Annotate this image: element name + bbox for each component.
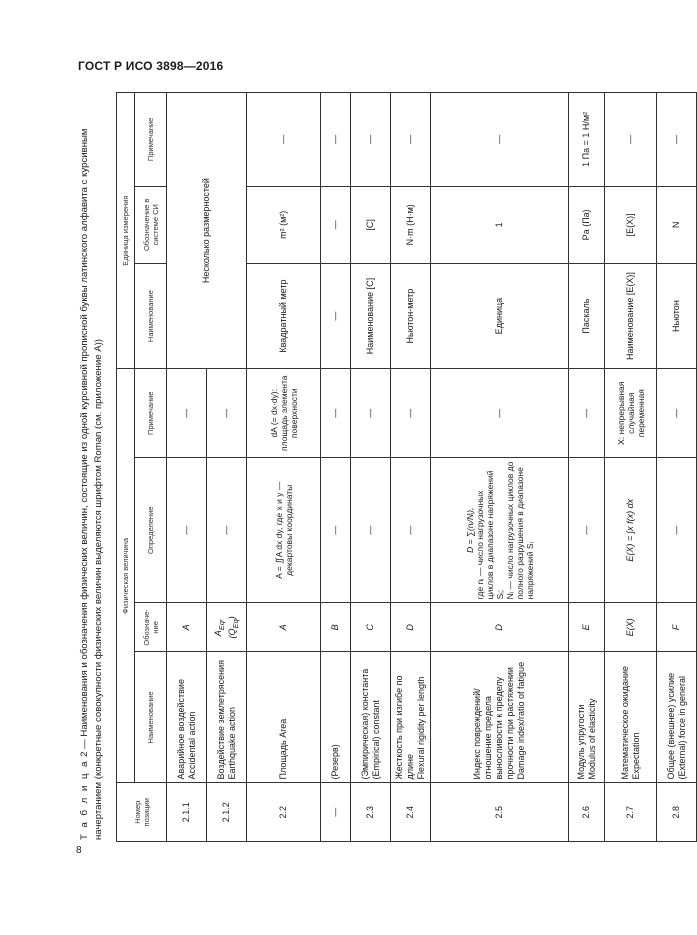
header-row-1 xyxy=(117,93,135,842)
cell-position: 2.1.1 xyxy=(167,783,207,842)
cell-definition: — xyxy=(569,458,605,603)
cell-position: 2.3 xyxy=(351,783,391,842)
cell-unit-note: — xyxy=(391,93,431,187)
cell-note: — xyxy=(569,369,605,458)
cell-name: Индекс повреждений/отношение предела выносливости к пределу прочности при растяжении Damage index/ratio of fatigue xyxy=(431,652,569,783)
cell-symbol: E xyxy=(569,603,605,652)
cell-definition xyxy=(431,458,569,603)
cell-unit-symbol: [C] xyxy=(351,186,391,263)
cell-unit-symbol: N·m (Н·м) xyxy=(391,186,431,263)
cell-unit-symbol: m² (м²) xyxy=(247,186,321,263)
table-row xyxy=(351,93,391,842)
quantities-table xyxy=(116,92,697,842)
table-row xyxy=(569,93,605,842)
cell-note: — xyxy=(351,369,391,458)
cell-unit-note: 1 Па = 1 Н/м² xyxy=(569,93,605,187)
definition-N: Nᵢ — число нагрузочных циклов до полного разрушения в диапазоне напряжений Sᵢ xyxy=(504,461,535,600)
cell-symbol: D xyxy=(431,603,569,652)
cell-name: Площадь Area xyxy=(247,652,321,783)
table-caption xyxy=(78,92,116,842)
caption-number: 2 xyxy=(79,751,90,757)
cell-note: — xyxy=(167,369,207,458)
cell-unit-symbol: Pa (Па) xyxy=(569,186,605,263)
cell-unit-name: Паскаль xyxy=(569,263,605,368)
cell-position: 2.5 xyxy=(431,783,569,842)
cell-name: (Резерв) xyxy=(321,652,351,783)
cell-span-note: Несколько размерностей xyxy=(167,93,247,369)
cell-unit-name: Наименование [E(X)] xyxy=(605,263,657,368)
cell-symbol: A xyxy=(247,603,321,652)
cell-symbol: A xyxy=(167,603,207,652)
cell-symbol: F xyxy=(657,603,697,652)
table-row xyxy=(431,93,569,842)
cell-position: 2.2 xyxy=(247,783,321,842)
cell-name: Воздействие землетрясения Earthquake action xyxy=(207,652,247,783)
cell-unit-note: — xyxy=(321,93,351,187)
cell-symbol: B xyxy=(321,603,351,652)
cell-definition: — xyxy=(351,458,391,603)
cell-unit-symbol: — xyxy=(321,186,351,263)
table-row xyxy=(321,93,351,842)
cell-unit-note: — xyxy=(431,93,569,187)
cell-position: 2.6 xyxy=(569,783,605,842)
cell-unit-name: Квадратный метр xyxy=(247,263,321,368)
table-row xyxy=(391,93,431,842)
col-header-unit-name: Наименование xyxy=(135,263,167,368)
cell-unit-name: Наименование [C] xyxy=(351,263,391,368)
cell-position: 2.1.2 xyxy=(207,783,247,842)
cell-position: 2.8 xyxy=(657,783,697,842)
cell-note: X: непрерывная случайная переменная xyxy=(605,369,657,458)
cell-unit-note: — xyxy=(247,93,321,187)
cell-name: Аварийное воздействие Accidental action xyxy=(167,652,207,783)
cell-unit-symbol: N xyxy=(657,186,697,263)
col-header-unit: Единица измерения xyxy=(117,93,135,369)
col-header-pq-symbol: Обозначе-ние xyxy=(135,603,167,652)
col-header-physical-quantity: Физическая величина xyxy=(117,369,135,783)
cell-position: 2.4 xyxy=(391,783,431,842)
cell-note: — xyxy=(431,369,569,458)
table-row xyxy=(247,93,321,842)
cell-unit-name: Ньютон-метр xyxy=(391,263,431,368)
cell-unit-note: — xyxy=(351,93,391,187)
standard-header: ГОСТ Р ИСО 3898—2016 xyxy=(78,59,224,73)
cell-note: dA (= dx·dy): площадь элемента поверхности xyxy=(247,369,321,458)
cell-definition: E(X) = ∫x f(x) dx xyxy=(605,458,657,603)
col-header-unit-symbol: Обозначение в системе СИ xyxy=(135,186,167,263)
cell-unit-name: — xyxy=(321,263,351,368)
cell-definition: — xyxy=(167,458,207,603)
table-row xyxy=(657,93,697,842)
caption-text: — Наименования и обозначения физических величин, состоящие из одной курсивной прописной буквы латинского алфавита с курсивным начертанием (конкретные совокупности физических величин выделяются шрифтом Roman (см. приложение А)) xyxy=(79,128,104,840)
cell-definition: A = ∬A dx dy, где x и y — декартовы координаты xyxy=(247,458,321,603)
col-header-pq-name: Наименование xyxy=(135,652,167,783)
cell-symbol: C xyxy=(351,603,391,652)
cell-unit-name: Ньютон xyxy=(657,263,697,368)
cell-unit-note: — xyxy=(657,93,697,187)
cell-note: — xyxy=(657,369,697,458)
cell-note: — xyxy=(321,369,351,458)
caption-label: Т а б л и ц а xyxy=(79,759,90,840)
cell-name: Математическое ожидание Expectation xyxy=(605,652,657,783)
cell-unit-name: Единица xyxy=(431,263,569,368)
page-number: 8 xyxy=(76,845,82,856)
rotated-table-block xyxy=(78,92,687,842)
cell-symbol: D xyxy=(391,603,431,652)
table-row xyxy=(605,93,657,842)
cell-symbol: E(X) xyxy=(605,603,657,652)
damage-formula: D = ∑(nᵢ/Nᵢ), xyxy=(464,507,475,553)
cell-name: Жесткость при изгибе по длине Flexural rigidity per length xyxy=(391,652,431,783)
cell-unit-note: — xyxy=(605,93,657,187)
cell-unit-symbol: [E(X)] xyxy=(605,186,657,263)
cell-symbol: $A_{Eq}$, $(Q_{Eq})$ xyxy=(207,603,247,652)
definition-n: где nᵢ — число нагрузочных циклов в диапазоне напряжений Sᵢ; xyxy=(474,470,505,600)
cell-note: — xyxy=(207,369,247,458)
cell-name: Модуль упругости Modulus of elasticity xyxy=(569,652,605,783)
cell-position: 2.7 xyxy=(605,783,657,842)
col-header-pq-definition: Определение xyxy=(135,458,167,603)
col-header-position: Номер позиции xyxy=(117,783,167,842)
cell-name: Общее (внешнее) усилие (External) force in general xyxy=(657,652,697,783)
header-row-2 xyxy=(135,93,167,842)
cell-definition: — xyxy=(657,458,697,603)
cell-name: (Эмпирическая) константа (Empirical) constant xyxy=(351,652,391,783)
cell-definition: — xyxy=(207,458,247,603)
table-row xyxy=(167,93,207,842)
cell-note: — xyxy=(391,369,431,458)
cell-unit-symbol: 1 xyxy=(431,186,569,263)
col-header-pq-note: Примечание xyxy=(135,369,167,458)
cell-position: — xyxy=(321,783,351,842)
cell-definition: — xyxy=(391,458,431,603)
cell-definition: — xyxy=(321,458,351,603)
col-header-unit-note: Примечание xyxy=(135,93,167,187)
